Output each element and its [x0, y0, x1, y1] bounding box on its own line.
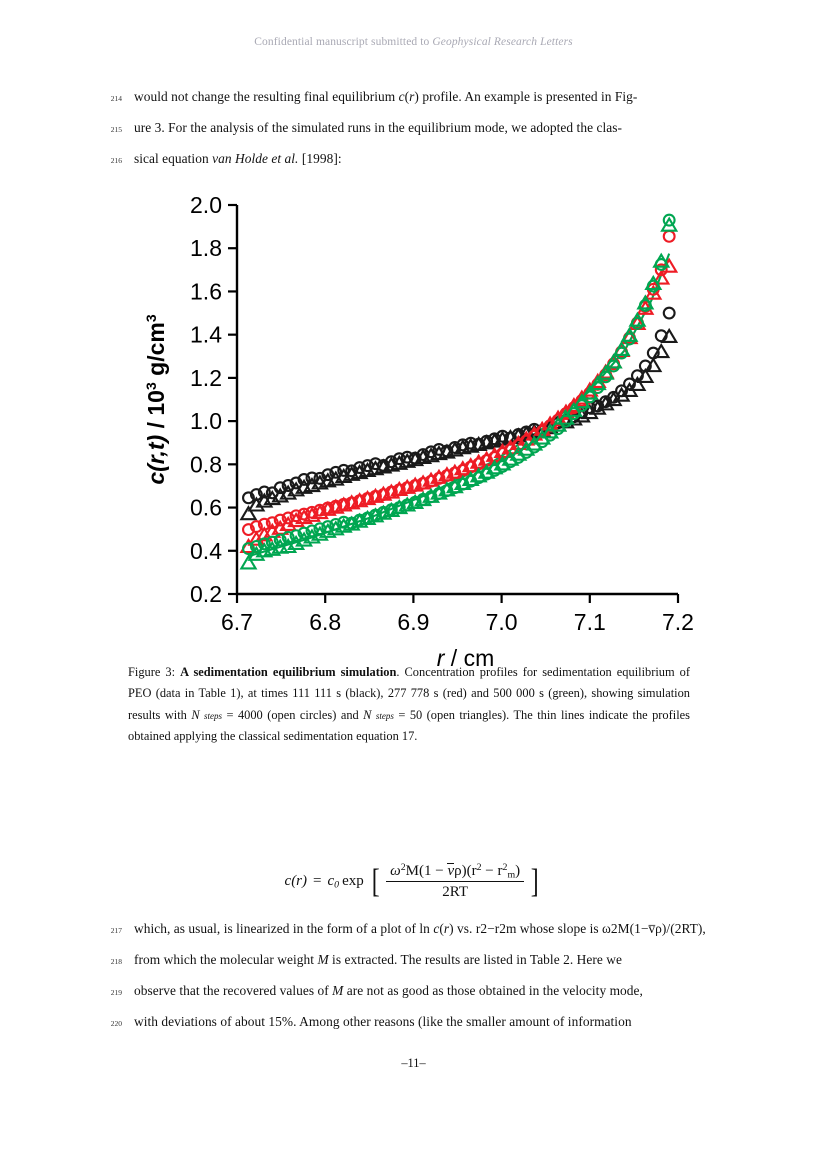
- equation-c0: $c_0$: [327, 872, 340, 891]
- line-number: 219: [110, 988, 122, 997]
- line-text: would not change the resulting final equilibrium c(r) profile. An example is presented in Fig-: [134, 89, 638, 104]
- svg-text:c(r,t) / 103 g/cm3: $c(r,t) / 10^3$ $g/cm^3$: [143, 314, 169, 485]
- line-number: 220: [110, 1019, 122, 1028]
- line-text: which, as usual, is linearized in the form of a plot of ln c(r) vs. r2−r2m whose slope is ω2M(1−v̅ρ)/(2RT),: [134, 921, 706, 936]
- figure-caption: [128, 662, 690, 747]
- y-axis-tick-label: 1.4: [190, 321, 222, 348]
- paragraph-line: [96, 1013, 736, 1044]
- y-axis-tick-label: 2.0: [190, 192, 222, 218]
- line-number: 216: [110, 156, 122, 165]
- line-number: 218: [110, 957, 122, 966]
- y-axis-tick-label: 0.6: [190, 494, 222, 521]
- bracket-close: ]: [530, 863, 539, 901]
- equation-numerator: $\omega^2M(1 - \nu\rho)(r^2 - r^2_m)$: [390, 862, 521, 881]
- line-text: ure 3. For the analysis of the simulated runs in the equilibrium mode, we adopted the clas-: [134, 120, 622, 135]
- x-axis-tick-label: 7.2: [662, 609, 694, 635]
- caption-text: . Concentration profiles for sedimentation equilibrium of PEO (data in Table 1), at times 111 111 s (black), 277 778 s (red) and 500 000 s (green), showing simulation results with N steps = 4000 (open circles) and N steps = 50 (open triangles). The thin lines indicate the profiles obtained applying the classical sedimentation equation 17.: [128, 665, 690, 743]
- sedimentation-equilibrium-chart: [130, 182, 700, 671]
- x-axis-tick-label: 6.9: [397, 609, 430, 635]
- page-footer: –11–: [401, 1056, 426, 1070]
- caption-label: Figure 3:: [128, 665, 176, 679]
- y-axis-tick-label: 0.2: [190, 581, 222, 607]
- line-text: sical equation van Holde et al. [1998]:: [134, 151, 342, 166]
- equation-block: [0, 862, 827, 901]
- running-head-journal: Geophysical Research Letters: [432, 36, 573, 48]
- equation-lhs: c(r): [284, 873, 308, 890]
- x-axis-tick-label: 6.8: [309, 609, 342, 635]
- y-axis-tick-label: 1.8: [190, 235, 222, 262]
- y-axis-tick-label: 1.6: [190, 278, 222, 305]
- equation-denominator: 2RT: [386, 881, 524, 901]
- line-text: with deviations of about 15%. Among other reasons (like the smaller amount of information: [134, 1014, 632, 1029]
- caption-bold-title: A sedimentation equilibrium simulation: [180, 665, 397, 679]
- y-axis-tick-label: 0.4: [190, 537, 222, 564]
- paragraph-line: [96, 951, 736, 982]
- running-head: [0, 36, 827, 48]
- line-number: 215: [110, 125, 122, 134]
- data-point-triangle: [241, 507, 255, 519]
- running-head-prefix: Confidential manuscript submitted to: [254, 36, 433, 48]
- y-axis-tick-label: 1.0: [190, 408, 222, 435]
- equation-exp: exp: [342, 873, 364, 890]
- data-series: [243, 215, 675, 554]
- paragraph-line: [96, 150, 736, 181]
- paragraph-line: [96, 119, 736, 150]
- line-text: from which the molecular weight M is extracted. The results are listed in Table 2. Here we: [134, 952, 622, 967]
- x-axis-tick-label: 6.7: [221, 609, 253, 635]
- data-point-triangle: [654, 345, 668, 357]
- bottom-paragraph: [96, 920, 736, 1044]
- plot-area: [241, 215, 676, 569]
- bracket-open: [: [371, 863, 380, 901]
- x-axis-title: r / cm: [436, 645, 495, 671]
- y-axis-title: [143, 314, 169, 484]
- chart-root: [143, 192, 694, 671]
- equation-inline: [285, 862, 543, 901]
- equation-equals: =: [313, 873, 322, 890]
- figure-3: [130, 182, 700, 671]
- paragraph-line: [96, 982, 736, 1013]
- line-number: 214: [110, 94, 122, 103]
- data-point-circle: [664, 308, 675, 319]
- y-axis-tick-label: 1.2: [190, 364, 222, 391]
- data-point-circle: [664, 231, 675, 242]
- equation-fraction: [386, 862, 524, 901]
- paragraph-line: [96, 920, 736, 951]
- line-number: 217: [110, 926, 122, 935]
- paragraph-line: [96, 88, 736, 119]
- x-axis-tick-label: 7.0: [485, 609, 518, 635]
- line-text: observe that the recovered values of M are not as good as those obtained in the velocity mode,: [134, 983, 643, 998]
- y-axis-tick-label: 0.8: [190, 451, 222, 478]
- top-paragraph: [96, 88, 736, 181]
- data-point-triangle: [241, 556, 255, 568]
- x-axis-tick-label: 7.1: [573, 609, 606, 635]
